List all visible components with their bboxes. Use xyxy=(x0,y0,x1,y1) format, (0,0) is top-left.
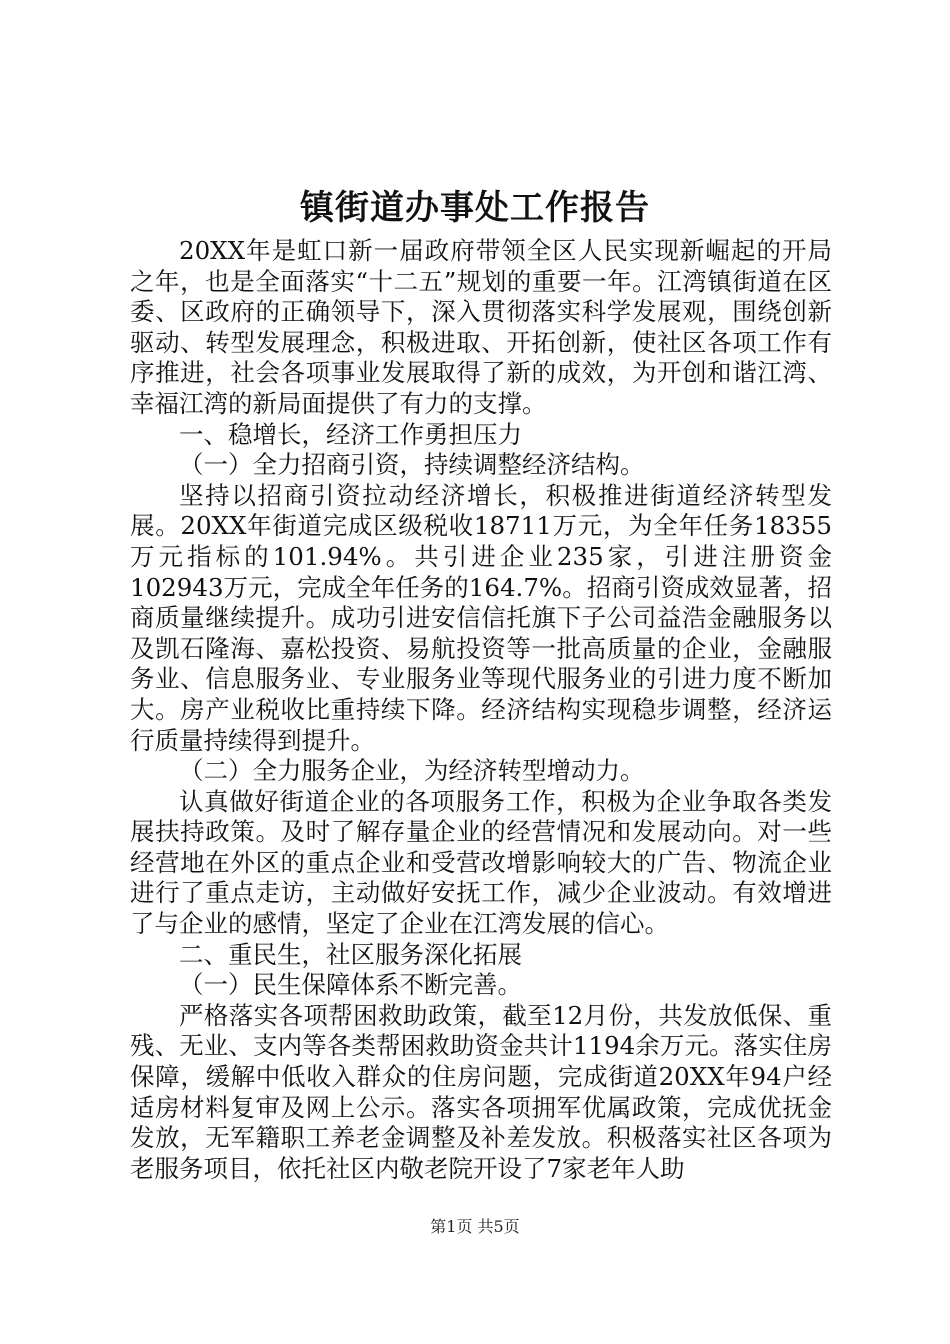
page-footer: 第1页 共5页 xyxy=(430,1217,520,1236)
document-title: 镇街道办事处工作报告 xyxy=(300,188,650,228)
paragraph: 20XX年是虹口新一届政府带领全区人民实现新崛起的开局之年，也是全面落实“十二五”规划的重要一年。江湾镇街道在区委、区政府的正确领导下，深入贯彻落实科学发展观，围绕创新驱动、转型发展理念，积极进取、开拓创新，使社区各项工作有序推进，社会各项事业发展取得了新的成效，为开创和谐江湾、幸福江湾的新局面提供了有力的支撑。 xyxy=(130,236,832,418)
paragraph: 坚持以招商引资拉动经济增长，积极推进街道经济转型发展。20XX年街道完成区级税收18711万元，为全年任务18355万元指标的101.94%。共引进企业235家，引进注册资金102943万元，完成全年任务的164.7%。招商引资成效显著，招商质量继续提升。成功引进安信信托旗下子公司益浩金融服务以及凯石隆海、嘉松投资、易航投资等一批高质量的企业，金融服务业、信息服务业、专业服务业等现代服务业的引进力度不断加大。房产业税收比重持续下降。经济结构实现稳步调整，经济运行质量持续得到提升。 xyxy=(130,480,832,755)
paragraph: 严格落实各项帮困救助政策，截至12月份，共发放低保、重残、无业、支内等各类帮困救助资金共计1194余万元。落实住房保障，缓解中低收入群众的住房问题，完成街道20XX年94户经适房材料复审及网上公示。落实各项拥军优属政策，完成优抚金发放，无军籍职工养老金调整及补差发放。积极落实社区各项为老服务项目，依托社区内敬老院开设了7家老年人助 xyxy=(130,1000,832,1183)
document-body xyxy=(130,236,832,1184)
section-heading: 二、重民生，社区服务深化拓展 xyxy=(179,939,522,969)
subsection-heading: （一）民生保障体系不断完善。 xyxy=(179,970,522,1000)
subsection-heading: （二）全力服务企业，为经济转型增动力。 xyxy=(179,756,645,786)
subsection-heading: （一）全力招商引资，持续调整经济结构。 xyxy=(179,450,645,480)
paragraph: 认真做好街道企业的各项服务工作，积极为企业争取各类发展扶持政策。及时了解存量企业的经营情况和发展动向。对一些经营地在外区的重点企业和受营改增影响较大的广告、物流企业进行了重点走访，主动做好安抚工作，减少企业波动。有效增进了与企业的感情，坚定了企业在江湾发展的信心。 xyxy=(130,786,832,939)
section-heading: 一、稳增长，经济工作勇担压力 xyxy=(179,419,522,449)
